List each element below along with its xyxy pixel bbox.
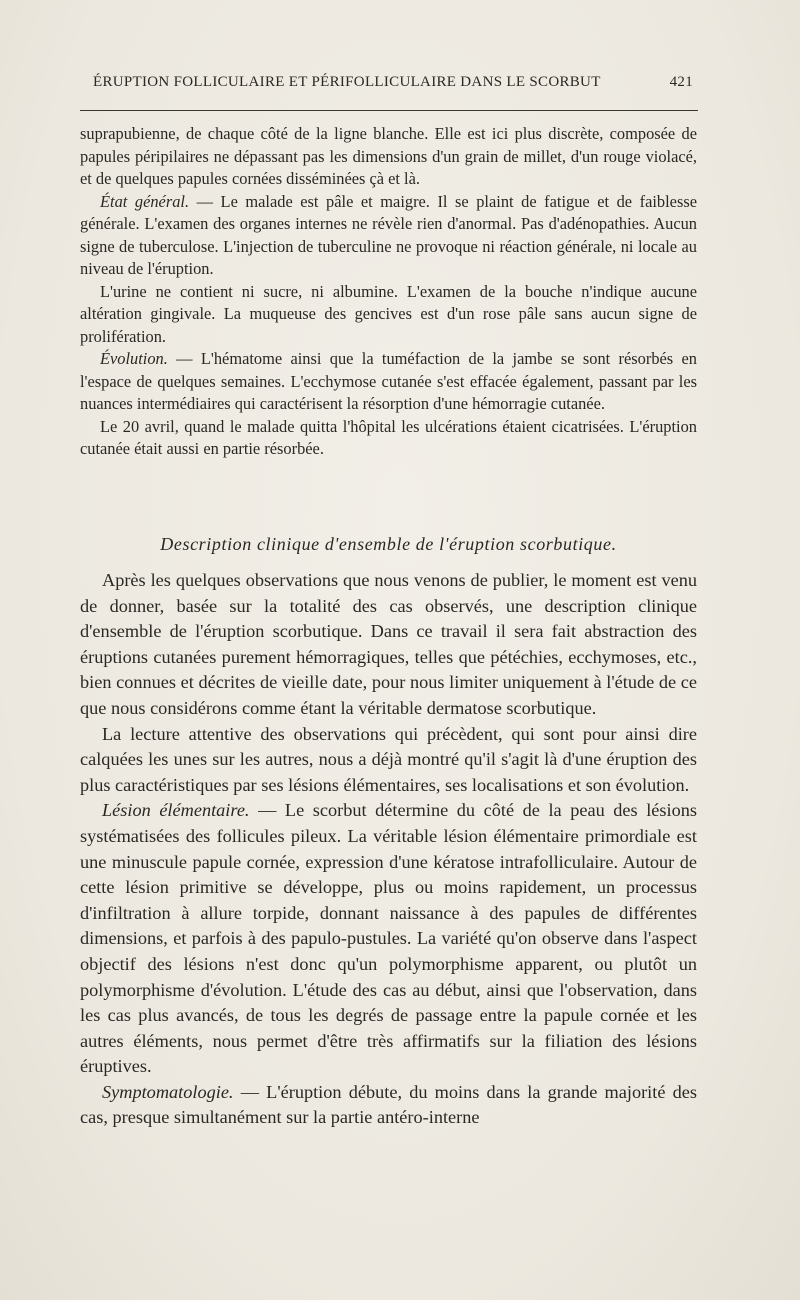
paragraph-text: suprapubienne, de chaque côté de la ligne blanche. Elle est ici plus discrète, composée de papules péripilaires ne dépassant pas les dimensions d'un grain de millet, d'un rouge violacé, et de quelques papules cornées disséminées çà et là. bbox=[80, 124, 697, 188]
paragraph bbox=[80, 568, 697, 722]
paragraph bbox=[80, 191, 697, 281]
paragraph-lead: Symptomatologie. bbox=[102, 1081, 234, 1102]
paragraph-text: — Le scorbut détermine du côté de la peau des lésions systématisées des follicules pileux. La véritable lésion élémentaire primordiale est une minuscule papule cornée, expression d'une kératose intrafolliculaire. Autour de cette lésion primitive se développe, plus ou moins rapidement, un processus d'infiltration à allure torpide, donnant naissance à des papules de différentes dimensions, et parfois à des papulo-pustules. La variété qu'on observe dans l'aspect objectif des lésions n'est donc qu'un polymorphisme apparent, ou plutôt un polymorphisme d'évolution. L'étude des cas au début, ainsi que l'observation, dans les cas plus avancés, de tous les degrés de passage entre la papule cornée et les autres éléments, nous permet d'être très affirmatifs sur la filiation des lésions éruptives. bbox=[80, 800, 697, 1077]
lower-text-block bbox=[80, 568, 697, 1131]
paragraph bbox=[80, 123, 697, 191]
paragraph bbox=[80, 348, 697, 416]
paragraph bbox=[80, 281, 697, 349]
paragraph bbox=[80, 1080, 697, 1131]
paragraph-text: — L'hématome ainsi que la tuméfaction de la jambe se sont résorbés en l'espace de quelques semaines. L'ecchymose cutanée s'est effacée également, passant par les nuances intermédiaires qui caractérisent la résorption d'une hémorragie cutanée. bbox=[80, 349, 697, 413]
paragraph-text: La lecture attentive des observations qui précèdent, qui sont pour ainsi dire calquées les unes sur les autres, nous a déjà montré qu'il s'agit là d'une éruption des plus caractéristiques par ses lésions élémentaires, ses localisations et son évolution. bbox=[80, 723, 697, 795]
paragraph-lead: État général. bbox=[100, 191, 190, 211]
paragraph-text: L'urine ne contient ni sucre, ni albumine. L'examen de la bouche n'indique aucune altération gingivale. La muqueuse des gencives est d'un rose pâle sans aucun signe de prolifération. bbox=[80, 281, 697, 346]
paragraph bbox=[80, 416, 697, 461]
paragraph-text: — Le malade est pâle et maigre. Il se plaint de fatigue et de faiblesse générale. L'examen des organes internes ne révèle rien d'anormal. Pas d'adénopathies. Aucun signe de tuberculose. L'injection de tuberculine ne provoque ni réaction générale, ni locale au niveau de l'éruption. bbox=[80, 191, 697, 278]
section-heading: Description clinique d'ensemble de l'éruption scorbutique. bbox=[160, 534, 617, 554]
paragraph-lead: Évolution. bbox=[100, 349, 168, 368]
header-rule bbox=[80, 110, 698, 111]
paragraph bbox=[80, 722, 697, 799]
page-number: 421 bbox=[669, 74, 693, 90]
paragraph-text: Après les quelques observations que nous venons de publier, le moment est venu de donner, basée sur la totalité des cas observés, une description clinique d'ensemble de l'éruption scorbutique. Dans ce travail il sera fait abstraction des éruptions cutanées purement hémorragiques, telles que pétéchies, ecchymoses, etc., bien connues et décrites de vieille date, pour nous limiter uniquement à l'étude de ce que nous considérons comme étant la véritable dermatose scorbutique. bbox=[80, 570, 697, 718]
paragraph bbox=[80, 798, 697, 1080]
running-head-title: ÉRUPTION FOLLICULAIRE ET PÉRIFOLLICULAIRE DANS LE SCORBUT bbox=[93, 74, 601, 90]
paragraph-lead: Lésion élémentaire. bbox=[102, 800, 250, 821]
paragraph-text: — L'éruption débute, du moins dans la grande majorité des cas, presque simultanément sur la partie antéro-interne bbox=[80, 1081, 697, 1128]
paragraph-text: Le 20 avril, quand le malade quitta l'hôpital les ulcérations étaient cicatrisées. L'éruption cutanée était aussi en partie résorbée. bbox=[80, 416, 697, 458]
upper-text-block bbox=[80, 123, 697, 461]
